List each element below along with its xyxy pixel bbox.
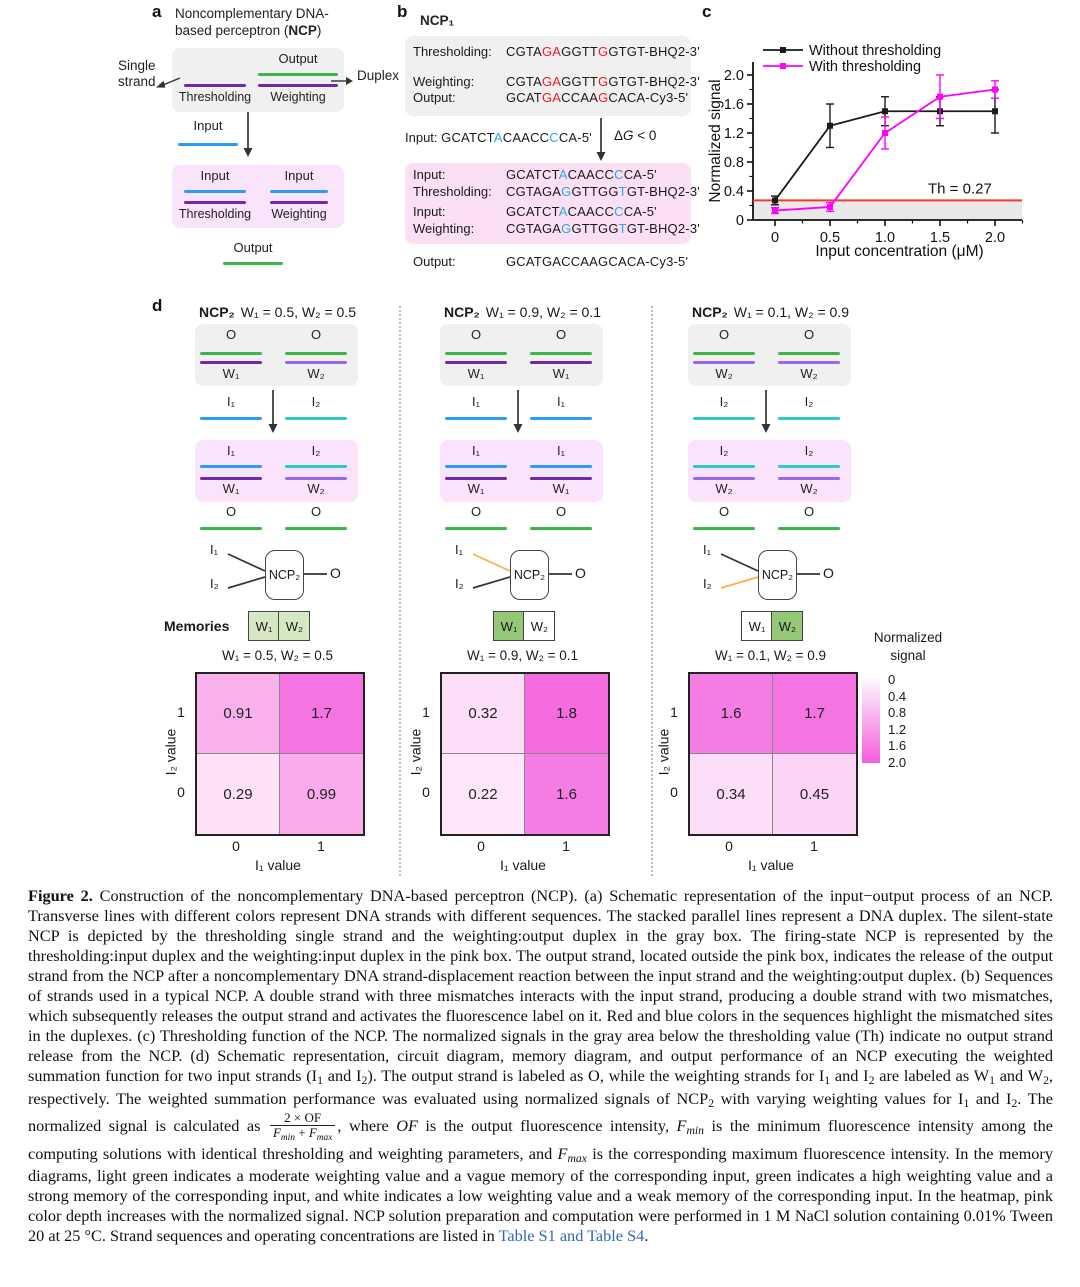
- panel-c-label: c: [702, 2, 712, 21]
- strand-label: O: [803, 504, 815, 519]
- thresholding-strand: [184, 201, 246, 204]
- colorbar-tick: 0.4: [888, 688, 907, 704]
- strand-label: I₂: [311, 443, 321, 458]
- dna-strand: [693, 527, 755, 530]
- x-axis-label: I₁ value: [255, 857, 301, 873]
- dna-strand: [693, 361, 755, 364]
- weighting-label: Weighting: [271, 207, 327, 221]
- sequence-row: [413, 204, 657, 219]
- colorbar-tick: 2.0: [888, 754, 907, 770]
- panel-d-label: d: [152, 296, 163, 315]
- output-sequence-row: [413, 254, 688, 269]
- colorbar-tick: 0: [888, 672, 896, 687]
- dna-sequence: GCATCTACAACCCCA-5': [441, 130, 592, 145]
- strand-label: I₁: [557, 443, 565, 458]
- dna-strand: [285, 527, 347, 530]
- ncp-name: NCP₂: [444, 304, 480, 320]
- strand-label: W₁: [222, 481, 240, 496]
- y-tick-label: 0: [177, 784, 185, 800]
- sequence-label: Weighting:: [413, 221, 475, 236]
- sequence-label: Weighting:: [413, 74, 475, 89]
- ncp-name: NCP₂: [692, 304, 728, 320]
- y-tick-label: 0: [670, 784, 678, 800]
- column-title: [663, 304, 878, 320]
- circuit-input1-label: I₁: [210, 542, 218, 557]
- svg-text:0: 0: [770, 230, 780, 246]
- strand-label: W₂: [715, 481, 733, 496]
- duplex-label: Duplex: [357, 68, 400, 83]
- circuit-output-label: O: [330, 565, 341, 581]
- output-strand-label: Output: [233, 240, 273, 255]
- dna-strand: [530, 527, 592, 530]
- sequence-label: Input:: [405, 130, 442, 145]
- dna-strand: [285, 465, 347, 468]
- colorbar-ticks: [888, 672, 906, 770]
- sequence-row: [413, 90, 688, 105]
- panel-a-title-line2: based perceptron (NCP): [175, 23, 322, 38]
- input-strand: [178, 143, 238, 146]
- y-tick-label: 1: [177, 704, 185, 720]
- strand-label: O: [310, 504, 322, 519]
- dna-strand: [693, 352, 755, 355]
- memory-cell: W₁: [493, 611, 525, 641]
- memory-cell: W₂: [278, 611, 310, 641]
- single-strand-arrow-icon: [154, 74, 182, 92]
- memories-label: Memories: [164, 618, 230, 634]
- memory-cell: W₂: [523, 611, 555, 641]
- memory-diagram: [248, 611, 310, 641]
- down-arrow-icon: [266, 390, 280, 434]
- weights-text: W₁ = 0.9, W₂ = 0.1: [485, 304, 601, 320]
- thresholding-label: Thresholding: [178, 90, 252, 104]
- heatmap-title: W₁ = 0.9, W₂ = 0.1: [466, 648, 579, 663]
- strand-label: W₁: [467, 481, 485, 496]
- strand-label: W₂: [715, 366, 733, 381]
- strand-label: I₂: [804, 394, 814, 409]
- svg-text:0.4: 0.4: [723, 184, 744, 200]
- ncp-column-2: [405, 300, 645, 882]
- strand-label: O: [470, 327, 482, 342]
- sequence-label: Input:: [413, 167, 446, 182]
- strand-label: I₁: [227, 394, 235, 409]
- heatmap: [440, 672, 610, 836]
- strand-label: O: [310, 327, 322, 342]
- x-axis-label: I₁ value: [500, 857, 546, 873]
- svg-text:0.8: 0.8: [723, 155, 744, 171]
- dna-strand: [285, 477, 347, 480]
- heatmap: [688, 672, 858, 836]
- thresholding-chart: [706, 8, 1078, 278]
- dna-strand: [445, 477, 507, 480]
- y-axis-label: I₂ value: [407, 728, 424, 776]
- heatmap-cell: 0.32: [442, 674, 525, 754]
- strand-label: O: [555, 327, 567, 342]
- memory-diagram: [493, 611, 555, 641]
- dna-strand: [200, 361, 262, 364]
- heatmap-cell: 1.6: [525, 754, 608, 834]
- strand-label: I₁: [227, 443, 235, 458]
- dna-sequence: CGTAGAGGTTGGTGT-BHQ2-3': [506, 184, 700, 199]
- panel-b-label: b: [397, 2, 408, 21]
- dna-strand: [693, 465, 755, 468]
- circuit-input2-label: I₂: [703, 576, 712, 591]
- colorbar: [862, 679, 880, 763]
- weights-text: W₁ = 0.5, W₂ = 0.5: [240, 304, 356, 320]
- heatmap-cell: 0.22: [442, 754, 525, 834]
- down-arrow-icon: [759, 390, 773, 434]
- input-strand: [270, 190, 328, 193]
- memory-cell: W₁: [741, 611, 773, 641]
- sequence-row: [413, 184, 700, 199]
- panel-a-title-line1: Noncomplementary DNA-: [175, 6, 329, 21]
- dna-strand: [693, 477, 755, 480]
- dna-strand: [530, 352, 592, 355]
- strand-label: O: [225, 327, 237, 342]
- strand-label: W₂: [307, 366, 325, 381]
- svg-text:1.6: 1.6: [723, 97, 744, 113]
- dna-strand: [200, 477, 262, 480]
- dna-sequence: GCATGACCAAGCACA-Cy3-5': [506, 254, 689, 269]
- x-tick-label: 0: [477, 838, 485, 854]
- dna-sequence: GCATCTACAACCCCA-5': [506, 204, 657, 219]
- output-strand: [258, 73, 338, 76]
- y-axis-label: I₂ value: [162, 728, 179, 776]
- ncp1-label: NCP₁: [420, 13, 455, 28]
- dna-strand: [445, 527, 507, 530]
- dna-strand: [778, 352, 840, 355]
- circuit-input2-label: I₂: [455, 576, 464, 591]
- ncp-column-1: [160, 300, 400, 882]
- dna-sequence: GCATGACCAAGCACA-Cy3-5': [506, 90, 689, 105]
- ncp-gate: NCP₂: [265, 550, 304, 600]
- strand-label: O: [803, 327, 815, 342]
- dna-sequence: CGTAGAGGTTGGTGT-BHQ2-3': [506, 44, 700, 59]
- column-title: [415, 304, 630, 320]
- dna-strand: [778, 361, 840, 364]
- svg-text:1.0: 1.0: [874, 230, 896, 246]
- svg-text:1.5: 1.5: [929, 230, 951, 246]
- single-strand-label-2: strand: [118, 74, 156, 89]
- strand-label: O: [718, 504, 730, 519]
- strand-label: I₂: [311, 394, 321, 409]
- ncp-name: NCP₂: [199, 304, 235, 320]
- heatmap-cell: 1.7: [773, 674, 856, 754]
- memory-cell: W₁: [248, 611, 280, 641]
- input-strand-label: Input: [193, 118, 223, 133]
- dna-strand: [285, 352, 347, 355]
- dna-strand: [200, 352, 262, 355]
- dna-strand: [445, 417, 507, 420]
- strand-label: I₁: [557, 394, 565, 409]
- strand-label: O: [718, 327, 730, 342]
- colorbar-label-line1: Normalized: [873, 630, 943, 645]
- dna-strand: [778, 527, 840, 530]
- x-axis-label: I₁ value: [748, 857, 794, 873]
- strand-label: W₂: [307, 481, 325, 496]
- sequence-label: Thresholding:: [413, 44, 492, 59]
- sequence-row: [413, 221, 700, 236]
- colorbar-tick: 1.6: [888, 738, 907, 754]
- svg-text:Without thresholding: Without thresholding: [809, 43, 942, 59]
- memory-cell: W₂: [771, 611, 803, 641]
- y-tick-label: 1: [422, 704, 430, 720]
- svg-text:0.5: 0.5: [819, 230, 841, 246]
- colorbar-label: [850, 629, 966, 664]
- dna-strand: [285, 417, 347, 420]
- dna-strand: [530, 465, 592, 468]
- svg-text:Th = 0.27: Th = 0.27: [928, 180, 992, 198]
- y-axis-label: I₂ value: [655, 728, 672, 776]
- strand-label: W₁: [552, 481, 570, 496]
- output-strand: [223, 262, 283, 265]
- strand-label: I₂: [804, 443, 814, 458]
- svg-text:0: 0: [735, 213, 744, 229]
- thresholding-label: Thresholding: [178, 207, 252, 221]
- dna-strand: [778, 477, 840, 480]
- input-sequence-row: [405, 130, 592, 145]
- circuit-input1-label: I₁: [703, 542, 711, 557]
- dna-sequence: GCATCTACAACCCCA-5': [506, 167, 657, 182]
- svg-text:With thresholding: With thresholding: [809, 59, 922, 75]
- heatmap-title: W₁ = 0.1, W₂ = 0.9: [714, 648, 827, 663]
- heatmap-cell: 0.34: [690, 754, 773, 834]
- dna-strand: [200, 417, 262, 420]
- dna-strand: [778, 465, 840, 468]
- thresholding-strand: [184, 84, 246, 87]
- single-strand-label-1: Single: [118, 58, 156, 73]
- heatmap-cell: 0.99: [280, 754, 363, 834]
- weights-text: W₁ = 0.1, W₂ = 0.9: [733, 304, 849, 320]
- x-tick-label: 1: [810, 838, 818, 854]
- svg-text:1.2: 1.2: [723, 126, 744, 142]
- sequence-label: Output:: [413, 254, 456, 269]
- strand-label: W₁: [467, 366, 485, 381]
- svg-text:Normalized signal: Normalized signal: [707, 79, 724, 203]
- output-strand-label: Output: [278, 51, 318, 66]
- heatmap-cell: 1.6: [690, 674, 773, 754]
- dna-strand: [530, 417, 592, 420]
- sequence-label: Thresholding:: [413, 184, 492, 199]
- circuit-output-label: O: [823, 565, 834, 581]
- x-tick-label: 1: [317, 838, 325, 854]
- strand-label: I₂: [719, 443, 729, 458]
- strand-label: O: [225, 504, 237, 519]
- strand-label: W₁: [552, 366, 570, 381]
- weighting-label: Weighting: [270, 90, 326, 104]
- strand-label: W₂: [800, 366, 818, 381]
- dna-strand: [200, 527, 262, 530]
- heatmap-title: W₁ = 0.5, W₂ = 0.5: [221, 648, 334, 663]
- heatmap-cell: 0.45: [773, 754, 856, 834]
- down-arrow-icon: [594, 118, 608, 162]
- strand-label: O: [555, 504, 567, 519]
- sequence-label: Output:: [413, 90, 456, 105]
- colorbar-tick: 0.8: [888, 705, 907, 721]
- ncp-gate: NCP₂: [758, 550, 797, 600]
- colorbar-label-line2: signal: [890, 647, 926, 663]
- weighting-strand: [258, 84, 338, 87]
- input-strand: [184, 190, 246, 193]
- dna-strand: [530, 361, 592, 364]
- strand-label: I₁: [472, 443, 480, 458]
- input-strand-label: Input: [284, 168, 314, 183]
- heatmap: [195, 672, 365, 836]
- colorbar-tick: 1.2: [888, 721, 907, 737]
- dna-strand: [693, 417, 755, 420]
- dna-strand: [285, 361, 347, 364]
- strand-label: W₂: [800, 481, 818, 496]
- dna-strand: [778, 417, 840, 420]
- svg-text:2.0: 2.0: [984, 230, 1006, 246]
- ncp-gate: NCP₂: [510, 550, 549, 600]
- strand-label: I₁: [472, 394, 480, 409]
- input-strand-label: Input: [200, 168, 230, 183]
- strand-label: I₂: [719, 394, 729, 409]
- dna-sequence: CGTAGAGGTTGGTGT-BHQ2-3': [506, 221, 700, 236]
- svg-text:2.0: 2.0: [723, 68, 744, 84]
- delta-g-label: ΔG < 0: [614, 128, 657, 143]
- sequence-row: [413, 74, 700, 89]
- dna-strand: [200, 465, 262, 468]
- caption-link[interactable]: Table S1 and Table S4: [498, 1226, 645, 1246]
- heatmap-cell: 1.8: [525, 674, 608, 754]
- circuit-input1-label: I₁: [455, 542, 463, 557]
- sequence-label: Input:: [413, 204, 446, 219]
- x-tick-label: 0: [232, 838, 240, 854]
- circuit-input2-label: I₂: [210, 576, 219, 591]
- heatmap-cell: 1.7: [280, 674, 363, 754]
- svg-text:Input concentration (μM): Input concentration (μM): [815, 243, 984, 260]
- sequence-row: [413, 167, 657, 182]
- duplex-arrow-icon: [331, 74, 355, 88]
- weighting-strand: [270, 201, 328, 204]
- strand-label: O: [470, 504, 482, 519]
- column-title: [170, 304, 385, 320]
- down-arrow-icon: [241, 112, 255, 158]
- y-tick-label: 1: [670, 704, 678, 720]
- heatmap-cell: 0.29: [197, 754, 280, 834]
- dna-strand: [445, 352, 507, 355]
- circuit-output-label: O: [575, 565, 586, 581]
- dna-strand: [530, 477, 592, 480]
- down-arrow-icon: [511, 390, 525, 434]
- x-tick-label: 1: [562, 838, 570, 854]
- memory-diagram: [741, 611, 803, 641]
- heatmap-cell: 0.91: [197, 674, 280, 754]
- figure-caption: Figure 2. Construction of the noncomplementary DNA-based perceptron (NCP). (a) Schematic representation of the input−output process of an NCP. Transverse lines with different colors represent DNA strands with different sequences. The stacked parallel lines represent a DNA duplex. The silent-state NCP is depicted by the thresholding single strand and the weighting:output duplex in the gray box. The firing-state NCP is represented by the thresholding:input duplex and the weighting:input duplex in the pink box. The output strand, located outside the pink box, indicates the release of the output strand from the NCP after a noncomplementary DNA strand-displacement reaction between the input strand and the weighting:output duplex. (b) Sequences of strands used in a typical NCP. A double strand with three mismatches interacts with the input strand, producing a double strand with two mismatches, which subsequently releases the output strand and activates the fluorescence label on it. Red and blue colors in the sequences highlight the mismatched sites in the duplexes. (c) Thresholding function of the NCP. The normalized signals in the gray area below the thresholding value (Th) indicate no output strand release from the NCP. (d) Schematic representation, circuit diagram, memory diagram, and output performance of an NCP executing the weighted summation function for two input strands (I1 and I2). The output strand is labeled as O, while the weighting strands for I1 and I2 are labeled as W1 and W2, respectively. The weighted summation performance was evaluated using normalized signals of NCP2 with varying weighting values for I1 and I2. The normalized signal is calculated as $\frac{2 \times OF}{F_{min} + F_{max}}$ , where OF is the output fluorescence intensity, Fmin is the minimum fluorescence intensity among the computing solutions with identical thresholding and weighting parameters, and Fmax is the corresponding maximum fluorescence intensity. In the memory diagrams, light green indicates a moderate weighting value and a vague memory of the corresponding input, green indicates a high weighting value and a strong memory of the corresponding input, and white indicates a low weighting value and a weak memory of the corresponding input. In the heatmap, pink color depth increases with the normalized signal. NCP solution preparation and computation were performed in 1 M NaCl solution containing 0.01% Tween 20 at 25 °C. Strand sequences and operating concentrations are listed in Table S1 and Table S4.: [28, 886, 1053, 1246]
- sequence-row: [413, 44, 700, 59]
- panel-a-label: a: [152, 2, 162, 21]
- x-tick-label: 0: [725, 838, 733, 854]
- y-tick-label: 0: [422, 784, 430, 800]
- ncp-column-3: [653, 300, 893, 882]
- dna-strand: [445, 465, 507, 468]
- strand-label: W₁: [222, 366, 240, 381]
- dna-strand: [445, 361, 507, 364]
- dna-sequence: CGTAGAGGTTGGTGT-BHQ2-3': [506, 74, 700, 89]
